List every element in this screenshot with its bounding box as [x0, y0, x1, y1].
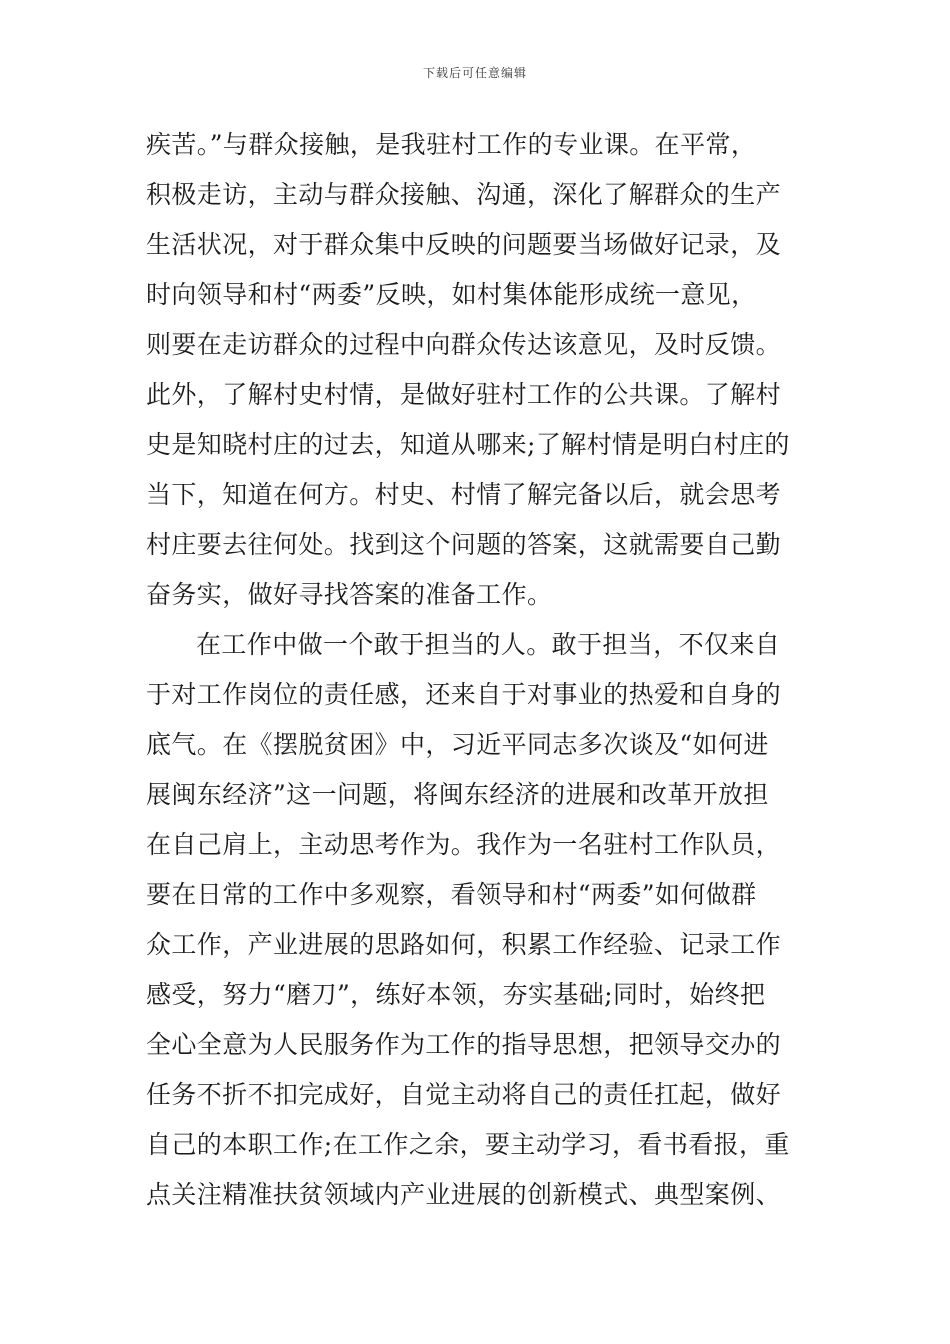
- paragraph-2-line-8: 感受，努力“磨刀”，练好本领，夯实基础;同时，始终把: [146, 980, 766, 1009]
- paragraph-1-line-3: 生活状况，对于群众集中反映的问题要当场做好记录，及: [146, 230, 782, 259]
- paragraph-1-line-7: 史是知晓村庄的过去，知道从哪来;了解村情是明白村庄的: [146, 430, 790, 459]
- paragraph-1-line-4: 时向领导和村“两委”反映，如村集体能形成统一意见，: [146, 280, 757, 309]
- paragraph-2-line-3: 底气。在《摆脱贫困》中，习近平同志多次谈及“如何进: [146, 730, 769, 759]
- paragraph-1-line-2: 积极走访，主动与群众接触、沟通，深化了解群众的生产: [146, 180, 782, 209]
- page-header: 下载后可任意编辑: [422, 66, 527, 80]
- paragraph-2-line-2: 于对工作岗位的责任感，还来自于对事业的热爱和自身的: [146, 680, 782, 709]
- paragraph-2-line-1: 在工作中做一个敢于担当的人。敢于担当，不仅来自: [196, 630, 781, 659]
- paragraph-1-line-10: 奋务实，做好寻找答案的准备工作。: [146, 580, 553, 609]
- paragraph-2-line-9: 全心全意为人民服务作为工作的指导思想，把领导交办的: [146, 1030, 782, 1059]
- paragraph-2-line-7: 众工作，产业进展的思路如何，积累工作经验、记录工作: [146, 930, 782, 959]
- paragraph-2-line-5: 在自己肩上，主动思考作为。我作为一名驻村工作队员，: [146, 830, 782, 859]
- paragraph-1-line-5: 则要在走访群众的过程中向群众传达该意见，及时反馈。: [146, 330, 782, 359]
- paragraph-2-line-4: 展闽东经济”这一问题，将闽东经济的进展和改革开放担: [146, 780, 769, 809]
- paragraph-2-line-6: 要在日常的工作中多观察，看领导和村“两委”如何做群: [146, 880, 757, 909]
- paragraph-1-line-8: 当下，知道在何方。村史、村情了解完备以后，就会思考: [146, 480, 782, 509]
- paragraph-2-line-11: 自己的本职工作;在工作之余，要主动学习，看书看报，重: [146, 1130, 790, 1159]
- paragraph-1-line-1: 疾苦。”与群众接触，是我驻村工作的专业课。在平常，: [146, 130, 757, 159]
- paragraph-1-line-9: 村庄要去往何处。找到这个问题的答案，这就需要自己勤: [146, 530, 782, 559]
- document-body: [146, 120, 816, 1220]
- paragraph-2-line-10: 任务不折不扣完成好，自觉主动将自己的责任扛起，做好: [146, 1080, 782, 1109]
- paragraph-1-line-6: 此外，了解村史村情，是做好驻村工作的公共课。了解村: [146, 380, 782, 409]
- paragraph-2-line-12: 点关注精准扶贫领域内产业进展的创新模式、典型案例、: [146, 1180, 782, 1209]
